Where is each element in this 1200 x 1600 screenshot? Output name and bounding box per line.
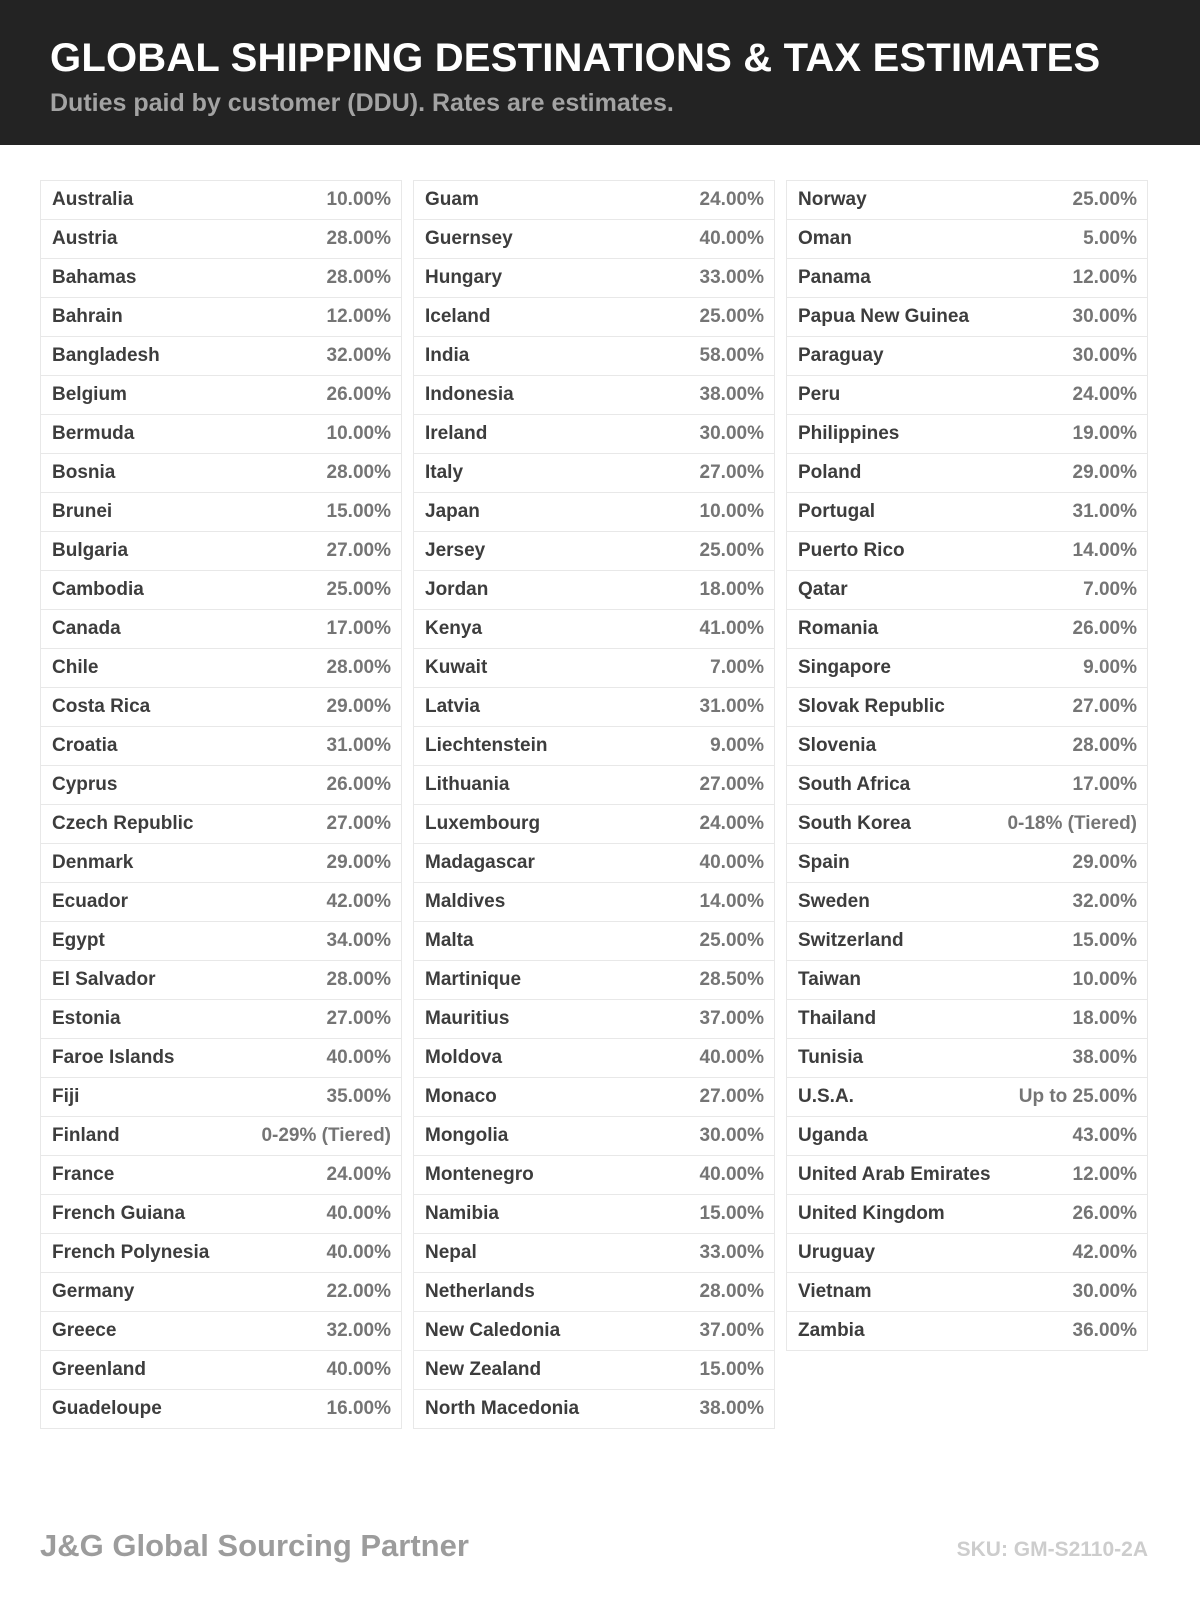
table-row	[786, 453, 1148, 493]
tax-rate: 10.00%	[1072, 969, 1137, 990]
table-row	[40, 687, 402, 727]
tax-rate: 30.00%	[699, 423, 764, 444]
table-row	[786, 648, 1148, 688]
tax-rate: 40.00%	[699, 228, 764, 249]
table-row	[413, 180, 775, 220]
tax-rate: 15.00%	[1072, 930, 1137, 951]
country-name: Jersey	[425, 540, 486, 561]
country-name: Oman	[798, 228, 852, 249]
country-name: Namibia	[425, 1203, 499, 1224]
table-row	[40, 804, 402, 844]
table-row	[786, 297, 1148, 337]
tax-rate: 5.00%	[1083, 228, 1137, 249]
table-row	[413, 219, 775, 259]
tax-rate: 27.00%	[699, 1086, 764, 1107]
country-name: Costa Rica	[52, 696, 151, 717]
table-row	[786, 843, 1148, 883]
tax-rate: 14.00%	[1072, 540, 1137, 561]
tax-rate: 18.00%	[699, 579, 764, 600]
country-name: Paraguay	[798, 345, 884, 366]
table-row	[413, 414, 775, 454]
country-name: Monaco	[425, 1086, 497, 1107]
table-row	[786, 336, 1148, 376]
table-row	[413, 687, 775, 727]
country-name: Slovak Republic	[798, 696, 945, 717]
tax-rate: 29.00%	[326, 696, 391, 717]
tax-rate: 33.00%	[699, 1242, 764, 1263]
table-row	[413, 492, 775, 532]
tax-rate: 40.00%	[699, 1164, 764, 1185]
tax-rate: 15.00%	[326, 501, 391, 522]
country-name: Nepal	[425, 1242, 477, 1263]
country-name: Madagascar	[425, 852, 535, 873]
country-name: New Zealand	[425, 1359, 542, 1380]
table-row	[786, 1116, 1148, 1156]
table-row	[40, 219, 402, 259]
table-row	[786, 999, 1148, 1039]
country-name: Mauritius	[425, 1008, 510, 1029]
table-row	[786, 414, 1148, 454]
table-row	[786, 960, 1148, 1000]
table-row	[40, 1389, 402, 1429]
table-row	[413, 1038, 775, 1078]
country-name: Liechtenstein	[425, 735, 548, 756]
country-name: United Arab Emirates	[798, 1164, 991, 1185]
table-row	[40, 1350, 402, 1390]
table-row	[40, 414, 402, 454]
tax-rate: 35.00%	[326, 1086, 391, 1107]
tax-rate: 40.00%	[326, 1203, 391, 1224]
tax-rate: 0-18% (Tiered)	[1007, 813, 1137, 834]
country-name: Bulgaria	[52, 540, 129, 561]
country-name: Egypt	[52, 930, 105, 951]
tax-rate: 31.00%	[699, 696, 764, 717]
table-row	[413, 453, 775, 493]
page-title: GLOBAL SHIPPING DESTINATIONS & TAX ESTIMATES	[50, 36, 1101, 80]
tax-rate: 22.00%	[326, 1281, 391, 1302]
country-name: United Kingdom	[798, 1203, 945, 1224]
country-name: North Macedonia	[425, 1398, 580, 1419]
page-header	[0, 0, 1200, 145]
country-name: Zambia	[798, 1320, 865, 1341]
tax-rate: 31.00%	[1072, 501, 1137, 522]
tax-rate: 29.00%	[1072, 462, 1137, 483]
country-name: Singapore	[798, 657, 891, 678]
rates-column	[413, 180, 775, 1429]
table-row	[786, 180, 1148, 220]
table-row	[40, 1038, 402, 1078]
tax-rate: 28.50%	[699, 969, 764, 990]
table-row	[786, 492, 1148, 532]
table-row	[413, 1077, 775, 1117]
tax-rate: 40.00%	[699, 852, 764, 873]
tax-rate: 12.00%	[1072, 267, 1137, 288]
tax-rate: 28.00%	[699, 1281, 764, 1302]
page-subtitle: Duties paid by customer (DDU). Rates are estimates.	[50, 89, 674, 117]
tax-rate: 25.00%	[699, 306, 764, 327]
table-row	[786, 258, 1148, 298]
table-row	[786, 1272, 1148, 1312]
country-name: Thailand	[798, 1008, 877, 1029]
tax-rate: 15.00%	[699, 1359, 764, 1380]
country-name: French Polynesia	[52, 1242, 210, 1263]
country-name: Panama	[798, 267, 871, 288]
table-row	[40, 843, 402, 883]
table-row	[40, 453, 402, 493]
table-row	[413, 1311, 775, 1351]
table-row	[40, 609, 402, 649]
tax-rate: 38.00%	[699, 1398, 764, 1419]
tax-rate: 32.00%	[1072, 891, 1137, 912]
country-name: Canada	[52, 618, 121, 639]
table-row	[786, 921, 1148, 961]
tax-rate: 33.00%	[699, 267, 764, 288]
tax-rate: 28.00%	[326, 228, 391, 249]
table-row	[786, 726, 1148, 766]
table-row	[413, 804, 775, 844]
tax-rate: 27.00%	[699, 462, 764, 483]
tax-rate: 40.00%	[699, 1047, 764, 1068]
country-name: Austria	[52, 228, 118, 249]
tax-rate: 30.00%	[1072, 1281, 1137, 1302]
tax-rate: 30.00%	[699, 1125, 764, 1146]
country-name: Hungary	[425, 267, 503, 288]
country-name: Guam	[425, 189, 479, 210]
tax-rate: 28.00%	[326, 267, 391, 288]
table-row	[786, 1194, 1148, 1234]
tax-rate: 12.00%	[326, 306, 391, 327]
country-name: Kuwait	[425, 657, 488, 678]
tax-rate: 10.00%	[326, 189, 391, 210]
country-name: Bahrain	[52, 306, 123, 327]
rates-column	[786, 180, 1148, 1351]
tax-rate: 27.00%	[1072, 696, 1137, 717]
tax-rate: 12.00%	[1072, 1164, 1137, 1185]
table-row	[413, 258, 775, 298]
table-row	[40, 960, 402, 1000]
country-name: Faroe Islands	[52, 1047, 175, 1068]
tax-rate: 27.00%	[326, 540, 391, 561]
table-row	[40, 297, 402, 337]
table-row	[413, 336, 775, 376]
table-row	[40, 1155, 402, 1195]
table-row	[413, 297, 775, 337]
country-name: Portugal	[798, 501, 876, 522]
page-footer	[40, 1528, 1148, 1564]
tax-rate: 42.00%	[326, 891, 391, 912]
table-row	[413, 570, 775, 610]
country-name: Estonia	[52, 1008, 121, 1029]
table-row	[413, 1350, 775, 1390]
country-name: Mongolia	[425, 1125, 509, 1146]
tax-rate: 38.00%	[699, 384, 764, 405]
country-name: Spain	[798, 852, 850, 873]
table-row	[40, 999, 402, 1039]
country-name: Peru	[798, 384, 841, 405]
tax-rate: 10.00%	[699, 501, 764, 522]
country-name: Montenegro	[425, 1164, 534, 1185]
tax-rate: 26.00%	[1072, 618, 1137, 639]
tax-rate: 28.00%	[326, 462, 391, 483]
table-row	[786, 570, 1148, 610]
table-row	[40, 1194, 402, 1234]
table-row	[413, 609, 775, 649]
tax-rate: 43.00%	[1072, 1125, 1137, 1146]
tax-rate: 25.00%	[699, 930, 764, 951]
country-name: Croatia	[52, 735, 118, 756]
country-name: Tunisia	[798, 1047, 864, 1068]
tax-rate: 30.00%	[1072, 345, 1137, 366]
country-name: India	[425, 345, 470, 366]
table-row	[413, 765, 775, 805]
country-name: Moldova	[425, 1047, 503, 1068]
tax-rate: 16.00%	[326, 1398, 391, 1419]
country-name: Uganda	[798, 1125, 868, 1146]
tax-rate: 18.00%	[1072, 1008, 1137, 1029]
table-row	[786, 765, 1148, 805]
table-row	[40, 765, 402, 805]
tax-rate: 28.00%	[326, 657, 391, 678]
country-name: Bosnia	[52, 462, 116, 483]
tax-rate: Up to 25.00%	[1018, 1086, 1137, 1107]
tax-rate: 7.00%	[1083, 579, 1137, 600]
tax-rate: 7.00%	[710, 657, 764, 678]
country-name: Maldives	[425, 891, 506, 912]
tax-rate: 42.00%	[1072, 1242, 1137, 1263]
country-name: Luxembourg	[425, 813, 541, 834]
country-name: Romania	[798, 618, 879, 639]
tax-rate: 9.00%	[710, 735, 764, 756]
country-name: French Guiana	[52, 1203, 186, 1224]
table-row	[40, 882, 402, 922]
country-name: Netherlands	[425, 1281, 535, 1302]
country-name: Bermuda	[52, 423, 135, 444]
tax-rate: 38.00%	[1072, 1047, 1137, 1068]
table-row	[40, 180, 402, 220]
country-name: Japan	[425, 501, 480, 522]
table-row	[413, 1233, 775, 1273]
country-name: Martinique	[425, 969, 522, 990]
table-row	[786, 531, 1148, 571]
table-row	[40, 648, 402, 688]
country-name: Czech Republic	[52, 813, 194, 834]
table-row	[413, 921, 775, 961]
tax-rate: 24.00%	[699, 813, 764, 834]
table-row	[413, 1272, 775, 1312]
tax-rate: 24.00%	[1072, 384, 1137, 405]
country-name: Uruguay	[798, 1242, 876, 1263]
tax-rate: 25.00%	[699, 540, 764, 561]
table-row	[413, 531, 775, 571]
tax-rate: 36.00%	[1072, 1320, 1137, 1341]
country-name: Greece	[52, 1320, 117, 1341]
table-row	[40, 1077, 402, 1117]
tax-rate: 58.00%	[699, 345, 764, 366]
table-row	[786, 375, 1148, 415]
country-name: Philippines	[798, 423, 900, 444]
country-name: South Korea	[798, 813, 911, 834]
tax-rate: 17.00%	[326, 618, 391, 639]
tax-rate: 40.00%	[326, 1359, 391, 1380]
country-name: Belgium	[52, 384, 127, 405]
country-name: Kenya	[425, 618, 483, 639]
country-name: Ecuador	[52, 891, 129, 912]
table-row	[413, 1389, 775, 1429]
tax-rate: 26.00%	[326, 774, 391, 795]
table-row	[40, 1233, 402, 1273]
country-name: Slovenia	[798, 735, 877, 756]
country-name: Ireland	[425, 423, 488, 444]
table-row	[786, 219, 1148, 259]
tax-rate: 0-29% (Tiered)	[261, 1125, 391, 1146]
tax-rate: 32.00%	[326, 345, 391, 366]
tax-rate: 26.00%	[1072, 1203, 1137, 1224]
table-row	[40, 492, 402, 532]
table-row	[40, 531, 402, 571]
tax-rate: 19.00%	[1072, 423, 1137, 444]
country-name: Malta	[425, 930, 474, 951]
table-row	[786, 687, 1148, 727]
brand-text: J&G Global Sourcing Partner	[40, 1528, 469, 1563]
country-name: Bangladesh	[52, 345, 160, 366]
country-name: Lithuania	[425, 774, 510, 795]
table-row	[413, 843, 775, 883]
country-name: Indonesia	[425, 384, 514, 405]
tax-rate: 26.00%	[326, 384, 391, 405]
country-name: Brunei	[52, 501, 113, 522]
country-name: Chile	[52, 657, 99, 678]
table-row	[413, 726, 775, 766]
country-name: Taiwan	[798, 969, 861, 990]
tax-rate: 10.00%	[326, 423, 391, 444]
table-row	[786, 804, 1148, 844]
country-name: Finland	[52, 1125, 120, 1146]
country-name: El Salvador	[52, 969, 156, 990]
table-row	[413, 1116, 775, 1156]
country-name: Denmark	[52, 852, 134, 873]
tax-rate: 14.00%	[699, 891, 764, 912]
tax-rate: 30.00%	[1072, 306, 1137, 327]
country-name: Bahamas	[52, 267, 137, 288]
tax-rate: 32.00%	[326, 1320, 391, 1341]
table-row	[40, 1272, 402, 1312]
country-name: New Caledonia	[425, 1320, 561, 1341]
tax-rate: 40.00%	[326, 1047, 391, 1068]
tax-rate: 37.00%	[699, 1320, 764, 1341]
table-row	[786, 1155, 1148, 1195]
country-name: Greenland	[52, 1359, 146, 1380]
country-name: Norway	[798, 189, 867, 210]
country-name: Italy	[425, 462, 464, 483]
table-row	[786, 1038, 1148, 1078]
table-row	[786, 1077, 1148, 1117]
table-row	[413, 1155, 775, 1195]
country-name: Poland	[798, 462, 862, 483]
tax-rate: 29.00%	[1072, 852, 1137, 873]
tax-rate: 24.00%	[326, 1164, 391, 1185]
table-row	[40, 1116, 402, 1156]
tax-rate: 9.00%	[1083, 657, 1137, 678]
table-row	[786, 609, 1148, 649]
tax-rate: 25.00%	[326, 579, 391, 600]
table-row	[413, 375, 775, 415]
table-row	[786, 1233, 1148, 1273]
tax-rate: 24.00%	[699, 189, 764, 210]
tax-rate: 37.00%	[699, 1008, 764, 1029]
sku-label: SKU: GM-S2110-2A	[956, 1538, 1148, 1561]
rates-column	[40, 180, 402, 1429]
tax-rate: 25.00%	[1072, 189, 1137, 210]
country-name: Latvia	[425, 696, 480, 717]
table-row	[40, 921, 402, 961]
tax-rate: 28.00%	[326, 969, 391, 990]
tax-rate: 27.00%	[326, 1008, 391, 1029]
country-name: South Africa	[798, 774, 911, 795]
tax-rate: 15.00%	[699, 1203, 764, 1224]
country-name: Qatar	[798, 579, 848, 600]
tax-rate: 40.00%	[326, 1242, 391, 1263]
table-row	[413, 648, 775, 688]
table-row	[40, 258, 402, 298]
tax-rate: 29.00%	[326, 852, 391, 873]
country-name: France	[52, 1164, 115, 1185]
table-row	[413, 882, 775, 922]
country-name: Germany	[52, 1281, 135, 1302]
tax-rate: 28.00%	[1072, 735, 1137, 756]
table-row	[413, 960, 775, 1000]
country-name: Papua New Guinea	[798, 306, 970, 327]
country-name: Cyprus	[52, 774, 118, 795]
tax-rate: 17.00%	[1072, 774, 1137, 795]
rates-table	[40, 180, 1148, 1429]
country-name: Sweden	[798, 891, 870, 912]
table-row	[786, 1311, 1148, 1351]
country-name: Iceland	[425, 306, 491, 327]
tax-rate: 27.00%	[699, 774, 764, 795]
country-name: Cambodia	[52, 579, 144, 600]
table-row	[40, 375, 402, 415]
table-row	[786, 882, 1148, 922]
country-name: Switzerland	[798, 930, 904, 951]
table-row	[40, 570, 402, 610]
country-name: U.S.A.	[798, 1086, 854, 1107]
tax-rate: 34.00%	[326, 930, 391, 951]
table-row	[413, 999, 775, 1039]
tax-rate: 41.00%	[699, 618, 764, 639]
table-row	[40, 336, 402, 376]
country-name: Guernsey	[425, 228, 513, 249]
table-row	[40, 1311, 402, 1351]
tax-rate: 31.00%	[326, 735, 391, 756]
table-row	[413, 1194, 775, 1234]
country-name: Jordan	[425, 579, 489, 600]
country-name: Vietnam	[798, 1281, 872, 1302]
tax-rate: 27.00%	[326, 813, 391, 834]
country-name: Puerto Rico	[798, 540, 905, 561]
country-name: Guadeloupe	[52, 1398, 162, 1419]
country-name: Fiji	[52, 1086, 80, 1107]
country-name: Australia	[52, 189, 134, 210]
table-row	[40, 726, 402, 766]
